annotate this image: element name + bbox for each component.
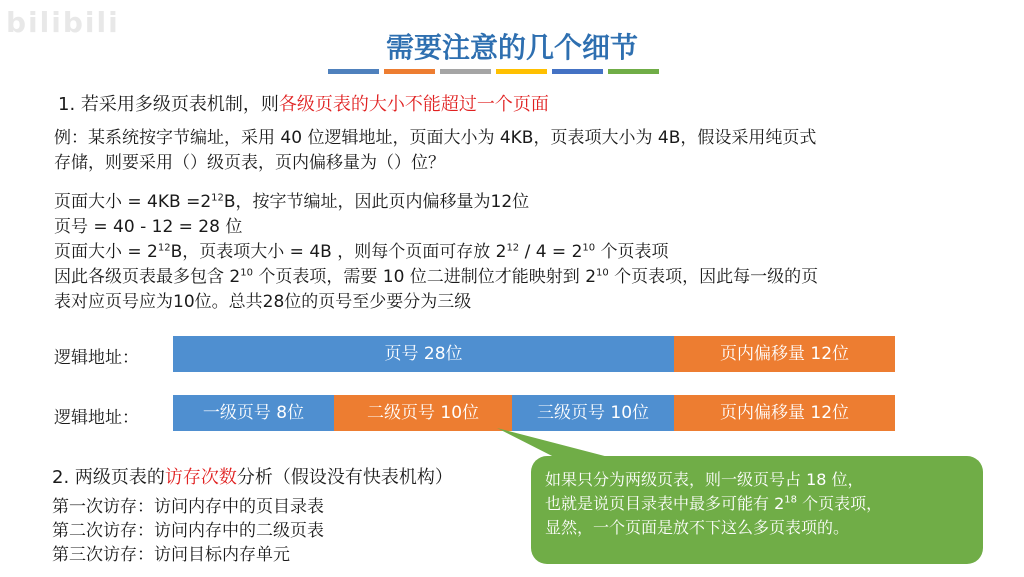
point2-prefix: 2. 两级页表的 [52,467,165,488]
callout-line-2-b: 个页表项， [797,494,883,513]
address2-segment-level1: 一级页号 8位 [173,395,334,431]
solution-l3-sup1: 12 [157,242,171,254]
callout-line-2 [545,492,969,516]
solution-l4-c: 个页表项，因此每一级的页 [608,267,819,287]
callout-box [531,456,983,564]
solution-l1-b: B，按字节编址，因此页内偏移量为12位 [223,192,530,212]
example-line-1: 例：某系统按字节编址，采用 40 位逻辑地址，页面大小为 4KB，页表项大小为 4B，假设采用纯页式 [54,128,817,148]
point2-item-2: 第二次访存：访问内存中的二级页表 [52,521,324,541]
address1-segment-offset: 页内偏移量 12位 [674,336,895,372]
point2-suffix: 分析（假设没有快表机构） [236,467,453,488]
solution-l3-a: 页面大小 = 2 [54,242,158,262]
point2-item-3: 第三次访存：访问目标内存单元 [52,545,290,565]
solution-l3-sup2: 12 [506,242,520,254]
callout-line-2-sup: 18 [784,494,798,506]
callout-line-3: 显然，一个页面是放不下这么多页表项的。 [545,518,850,537]
solution-line-2: 页号 = 40 - 12 = 28 位 [54,217,243,237]
point1-prefix: 1. 若采用多级页表机制，则 [58,94,279,115]
solution-l3-c: / 4 = 2 [519,242,583,262]
address2-segment-offset: 页内偏移量 12位 [674,395,895,431]
point1-highlight: 各级页表的大小不能超过一个页面 [278,94,549,115]
solution-l1-sup: 12 [211,192,224,204]
bilibili-watermark: bilibili [6,6,120,39]
solution-l4-b: 个页表项，需要 10 位二进制位才能映射到 2 [252,267,597,287]
solution-l4-sup1: 10 [240,267,253,279]
solution-l4-a: 因此各级页表最多包含 2 [54,267,241,287]
address1-label: 逻辑地址： [54,348,139,368]
solution-l3-sup3: 10 [582,242,596,254]
slide-title: 需要注意的几个细节 [385,31,638,64]
point2-highlight: 访存次数 [164,467,237,488]
address2-label: 逻辑地址： [54,408,139,428]
solution-line-5: 表对应页号应为10位。总共28位的页号至少要分为三级 [54,292,472,312]
example-line-2: 存储，则要采用（）级页表，页内偏移量为（）位？ [54,153,445,173]
solution-l3-d: 个页表项 [595,242,669,262]
solution-l1-a: 页面大小 = 4KB =2 [54,192,212,212]
point2-item-1: 第一次访存：访问内存中的页目录表 [52,497,324,517]
address1-segment-page-number: 页号 28位 [173,336,674,372]
callout-line-1: 如果只分为两级页表，则一级页号占 18 位， [545,470,864,489]
solution-l4-sup2: 10 [596,267,609,279]
solution-l3-b: B，页表项大小 = 4B ，则每个页面可存放 2 [170,242,507,262]
address2-segment-level2: 二级页号 10位 [334,395,512,431]
address2-segment-level3: 三级页号 10位 [512,395,674,431]
callout-line-2-a: 也就是说页目录表中最多可能有 2 [545,494,785,513]
